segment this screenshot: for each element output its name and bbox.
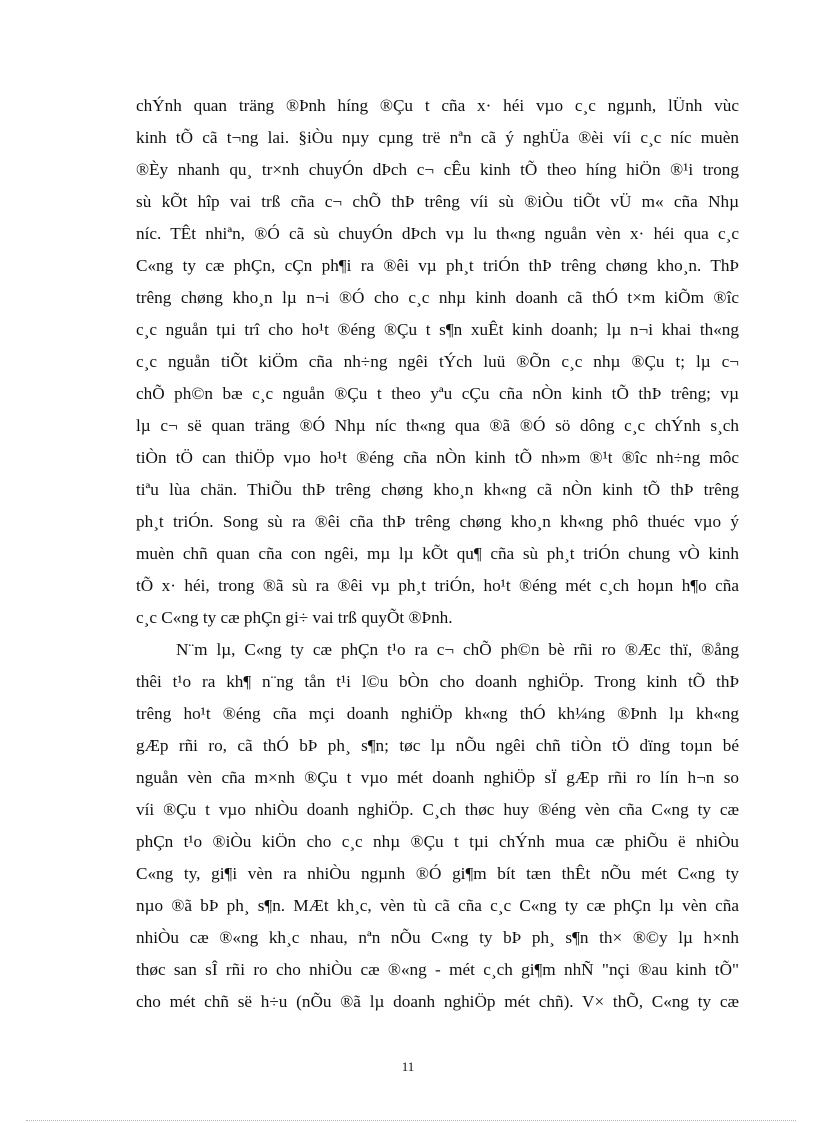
text-line: phÇn t¹o ®iÒu kiÖn cho c¸c nhµ ®Çu t tµi chÝnh mua cæ phiÕu ë nhiÒu xyxy=(136,832,739,851)
text-line: c¸c C«ng ty cæ phÇn gi÷ vai trß quyÕt ®Þnh. xyxy=(136,608,453,627)
text-line: kinh tÕ cã t¬ng lai. §iÒu nµy cµng trë nªn cã ý nghÜa ®èi víi c¸c níc muèn xyxy=(136,128,739,147)
text-line: C«ng ty cæ phÇn, cÇn ph¶i ra ®êi vµ ph¸t triÓn thÞ trêng chøng kho¸n. ThÞ xyxy=(136,256,739,275)
text-line: c¸c nguån tiÕt kiÖm cña nh÷ng ngêi tÝch luü ®Õn c¸c nhµ ®Çu t; lµ c¬ xyxy=(136,352,739,371)
text-line: ph¸t triÓn. Song sù ra ®êi cña thÞ trêng chøng kho¸n kh«ng phô thuéc vµo ý xyxy=(136,512,739,531)
page-bottom-divider xyxy=(26,1120,796,1121)
text-line: c¸c nguån tµi trî cho ho¹t ®éng ®Çu t s¶n xuÊt kinh doanh; lµ n¬i khai th«ng xyxy=(136,320,739,339)
text-line: thøc san sÎ rñi ro cho nhiÒu cæ ®«ng - mét c¸ch gi¶m nhÑ "nçi ®au kinh tÕ" xyxy=(136,960,739,979)
body-text xyxy=(136,90,739,1018)
text-line: níc. TÊt nhiªn, ®Ó cã sù chuyÓn dÞch vµ lu th«ng nguån vèn x· héi qua c¸c xyxy=(136,224,739,243)
text-line: thêi t¹o ra kh¶ n¨ng tån t¹i l©u bÒn cho doanh nghiÖp. Trong kinh tÕ thÞ xyxy=(136,672,739,691)
text-line: muèn chñ quan cña con ngêi, mµ lµ kÕt qu¶ cña sù ph¸t triÓn chung vÒ kinh xyxy=(136,544,739,563)
text-line: víi ®Çu t vµo nhiÒu doanh nghiÖp. C¸ch thøc huy ®éng vèn cña C«ng ty cæ xyxy=(136,800,739,819)
text-line: chÝnh quan träng ®Þnh híng ®Çu t cña x· héi vµo c¸c ngµnh, lÜnh vùc xyxy=(136,96,739,115)
text-line: gÆp rñi ro, cã thÓ bÞ ph¸ s¶n; tøc lµ nÕu ngêi chñ tiÒn tÖ dïng toµn bé xyxy=(136,736,739,755)
paragraph-1 xyxy=(136,90,739,634)
paragraph-2 xyxy=(136,634,739,1018)
text-line: nµo ®ã bÞ ph¸ s¶n. MÆt kh¸c, vèn tù cã cña c¸c C«ng ty cæ phÇn lµ vèn cña xyxy=(136,896,739,915)
text-line: trêng ho¹t ®éng cña mçi doanh nghiÖp kh«ng thÓ kh¼ng ®Þnh lµ kh«ng xyxy=(136,704,739,723)
page-number: 11 xyxy=(401,1059,415,1074)
text-line: cho mét chñ së h÷u (nÕu ®ã lµ doanh nghiÖp mét chñ). V× thÕ, C«ng ty cæ xyxy=(136,992,739,1011)
text-line: ®Èy nhanh qu¸ tr×nh chuyÓn dÞch c¬ cÊu kinh tÕ theo híng hiÖn ®¹i trong xyxy=(136,160,739,179)
text-line: tÕ x· héi, trong ®ã sù ra ®êi vµ ph¸t triÓn, ho¹t ®éng mét c¸ch hoµn h¶o cña xyxy=(136,576,739,595)
text-line: tiªu lùa chän. ThiÕu thÞ trêng chøng kho¸n kh«ng cã nÒn kinh tÕ thÞ trêng xyxy=(136,480,739,499)
text-line: chÕ ph©n bæ c¸c nguån ®Çu t theo yªu cÇu cña nÒn kinh tÕ thÞ trêng; vµ xyxy=(136,384,739,403)
text-line: lµ c¬ së quan träng ®Ó Nhµ níc th«ng qua ®ã ®Ó sö dông c¸c chÝnh s¸ch xyxy=(136,416,739,435)
text-line: nhiÒu cæ ®«ng kh¸c nhau, nªn nÕu C«ng ty bÞ ph¸ s¶n th× ®©y lµ h×nh xyxy=(136,928,739,947)
text-line: C«ng ty, gi¶i vèn ra nhiÒu ngµnh ®Ó gi¶m bít tæn thÊt nÕu mét C«ng ty xyxy=(136,864,739,883)
text-line: N¨m lµ, C«ng ty cæ phÇn t¹o ra c¬ chÕ ph©n bè rñi ro ®Æc thï, ®ång xyxy=(176,640,739,659)
text-line: tiÒn tÖ can thiÖp vµo ho¹t ®éng cña nÒn kinh tÕ nh»m ®¹t ®îc nh÷ng môc xyxy=(136,448,739,467)
text-line: trêng chøng kho¸n lµ n¬i ®Ó cho c¸c nhµ kinh doanh cã thÓ t×m kiÕm ®îc xyxy=(136,288,739,307)
text-line: sù kÕt hîp vai trß cña c¬ chÕ thÞ trêng víi sù ®iÒu tiÕt vÜ m« cña Nhµ xyxy=(136,192,739,211)
text-line: nguån vèn cña m×nh ®Çu t vµo mét doanh nghiÖp sÏ gÆp rñi ro lín h¬n so xyxy=(136,768,739,787)
